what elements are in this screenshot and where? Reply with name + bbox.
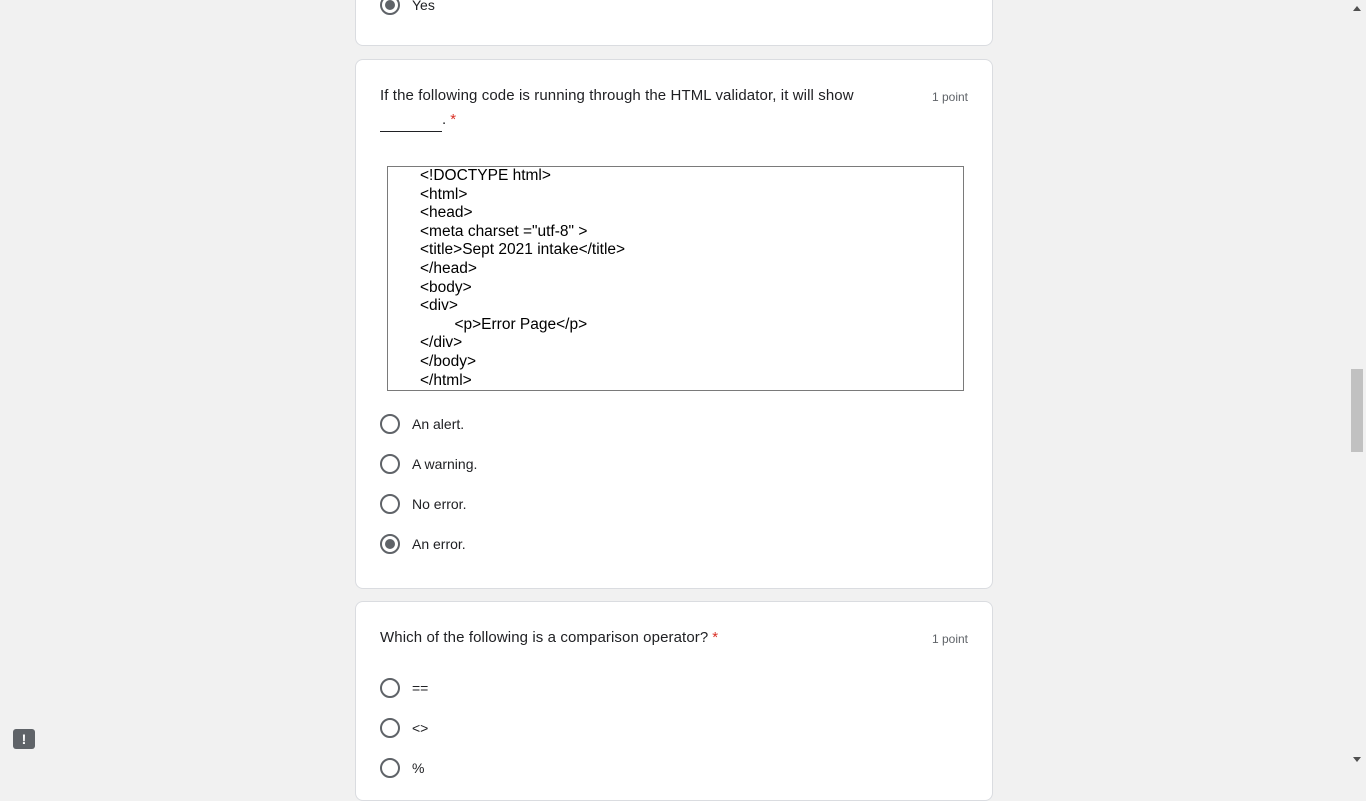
- question-title: [380, 84, 900, 132]
- code-line: </head>: [420, 260, 477, 277]
- question-card-validator: [355, 59, 993, 589]
- option-label: No error.: [412, 496, 467, 512]
- scroll-up-arrow-icon[interactable]: [1353, 6, 1361, 11]
- scrollbar-thumb[interactable]: [1351, 369, 1363, 452]
- option-radio-prev[interactable]: [380, 0, 435, 17]
- required-asterisk: *: [450, 111, 457, 128]
- option-label: An error.: [412, 536, 466, 552]
- feedback-button[interactable]: !: [13, 729, 35, 749]
- option-label: An alert.: [412, 416, 465, 432]
- question-title-text: Which of the following is a comparison operator?: [380, 629, 709, 646]
- scroll-down-arrow-icon[interactable]: [1353, 757, 1361, 762]
- radio-icon[interactable]: [380, 494, 400, 514]
- code-line: <div>: [420, 297, 458, 315]
- code-line: <p>Error Page</p>: [420, 315, 588, 333]
- radio-icon[interactable]: [380, 678, 400, 698]
- question-title: [380, 626, 718, 650]
- option-no-error[interactable]: [380, 492, 466, 516]
- option-modulo[interactable]: [380, 756, 424, 780]
- option-label: ==: [412, 680, 429, 696]
- code-line: </body>: [420, 353, 477, 370]
- code-line: </html>: [420, 371, 472, 389]
- option-a-warning[interactable]: [380, 452, 477, 476]
- points-label: 1 point: [931, 632, 968, 646]
- radio-icon[interactable]: [380, 758, 400, 778]
- code-line: <body>: [420, 278, 472, 296]
- previous-question-card: [355, 0, 993, 46]
- question-title-text: If the following code is running through the HTML validator, it will show: [380, 87, 854, 104]
- page-scrollbar[interactable]: [1349, 0, 1366, 768]
- question-card-comparison: [355, 601, 993, 801]
- code-line: <title>Sept 2021 intake</title>: [420, 241, 626, 259]
- radio-icon[interactable]: [380, 414, 400, 434]
- option-not-equal[interactable]: [380, 716, 428, 740]
- radio-icon-checked[interactable]: [380, 534, 400, 554]
- radio-icon[interactable]: [380, 0, 400, 15]
- option-an-error[interactable]: [380, 532, 466, 556]
- code-line: <!DOCTYPE html>: [420, 167, 551, 184]
- code-line: <meta charset ="utf-8" >: [420, 222, 588, 240]
- title-suffix: .: [442, 111, 447, 128]
- option-label: <>: [412, 720, 429, 736]
- code-line: <html>: [420, 185, 468, 203]
- code-line: <head>: [420, 204, 473, 222]
- radio-icon[interactable]: [380, 454, 400, 474]
- option-label: A warning.: [412, 456, 478, 472]
- option-an-alert[interactable]: [380, 412, 464, 436]
- radio-icon[interactable]: [380, 718, 400, 738]
- option-label: %: [412, 760, 425, 776]
- code-image: [387, 166, 964, 391]
- points-label: 1 point: [931, 90, 968, 104]
- option-label: Yes: [412, 0, 435, 13]
- code-line: </div>: [420, 334, 463, 352]
- option-equals[interactable]: [380, 676, 428, 700]
- answer-blank: [380, 114, 442, 132]
- required-asterisk: *: [712, 629, 719, 646]
